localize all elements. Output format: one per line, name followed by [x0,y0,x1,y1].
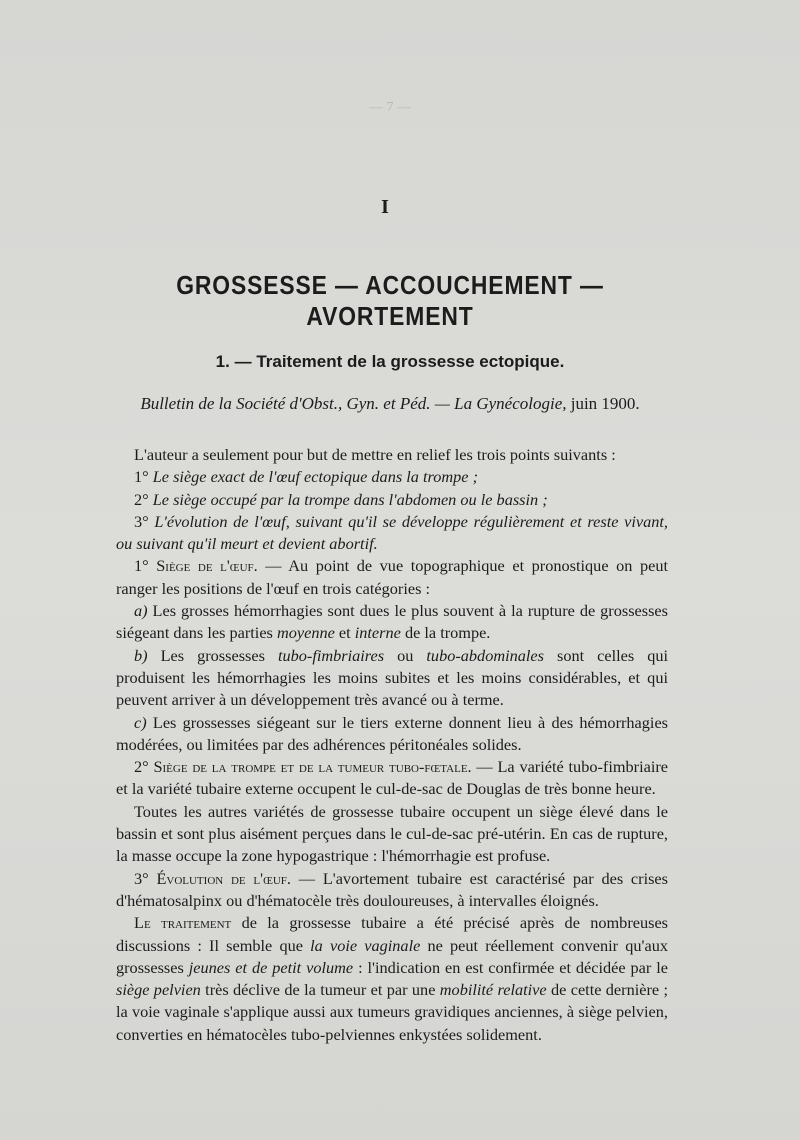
section-text: — La variété tubo-fimbriaire et la variété tubaire externe occupent le cul-de-sac de Douglas de très bonne heure. [116,757,668,799]
section-2 [116,756,668,801]
item-text: de la trompe. [404,623,491,643]
item-label: a) [134,601,148,621]
paragraph-other-varieties: Toutes les autres variétés de grossesse tubaire occupent un siège élevé dans le bassin et sont plus aisément perçues dans le cul-de-sac pré-utérin. En cas de rupture, la masse occupe la zone hypogastrique : l'hémorrhagie est profuse. [116,801,668,866]
item-text: Les grosses hémorrhagies sont dues le plus souvent à la rupture de grossesses siégeant dans les parties [116,601,668,643]
point-text: Le siège occupé par la trompe dans l'abdomen ou le bassin ; [152,489,548,509]
item-emphasis: tubo-abdominales [426,645,544,665]
item-b [116,645,668,712]
treatment-text: ne peut réellement convenir qu'aux grossesses [116,935,668,977]
point-3 [116,511,668,556]
item-text: sont celles qui produisent les hémorrhagies les moins subites et les moins considérables, et qui peuvent arriver à un développement très avancé ou à terme. [116,645,669,710]
point-number: 1° [134,467,149,487]
item-label: c) [134,712,147,732]
intro-paragraph: L'auteur a seulement pour but de mettre en relief les trois points suivants : [134,445,616,464]
item-text: ou [397,645,414,665]
treatment-emphasis: la voie vaginale [310,935,421,955]
article-body [116,444,668,1046]
item-text: et [338,623,351,643]
section-heading: Évolution de l'œuf. [156,868,291,888]
item-emphasis: interne [354,623,401,643]
point-2 [116,489,668,511]
point-1 [116,466,668,488]
article-number: 1. [215,352,230,371]
chapter-title: GROSSESSE — ACCOUCHEMENT — AVORTEMENT [176,270,604,331]
item-text: Les grossesses [160,645,265,665]
treatment-heading: Le traitement [134,913,232,933]
section-1 [116,555,668,600]
treatment-paragraph [116,912,668,1046]
section-heading: Siège de la trompe et de la tumeur tubo-fœtale. [153,757,472,777]
article-title [100,352,680,372]
item-c [116,712,668,757]
treatment-text: de cette dernière ; la voie vaginale s'applique aussi aux tumeurs gravidiques anciennes, à siège pelvien, converties en hématocèles tubo-pelviennes enkystées solidement. [116,980,668,1044]
section-heading: Siège de l'œuf. [156,556,258,576]
section-text: — Au point de vue topographique et pronostique on peut ranger les positions de l'œuf en trois catégories : [116,556,668,598]
item-a [116,600,668,645]
citation-date: juin 1900. [570,394,640,413]
item-label: b) [134,645,148,665]
section-3 [116,868,668,913]
item-emphasis: tubo-fimbriaires [277,645,385,665]
section-text: — L'avortement tubaire est caractérisé par des crises d'hématosalpinx ou d'hématocèle très douloureuses, à intervalles éloignés. [116,868,668,910]
treatment-emphasis: siège pelvien [116,980,201,1000]
citation-text: Bulletin de la Société d'Obst., Gyn. et Péd. — La Gynécologie, [140,394,567,413]
point-number: 2° [134,489,149,509]
section-number: 2° [134,757,149,777]
article-title-text: — Traitement de la grossesse ectopique. [234,352,565,371]
section-number: 1° [134,556,149,576]
page-folio: — 7 — [369,100,411,115]
item-text: Les grossesses siégeant sur le tiers externe donnent lieu à des hémorrhagies modérées, ou limitées par des adhérences péritonéales solides. [116,712,669,754]
source-citation [100,394,680,414]
treatment-emphasis: jeunes et de petit volume [188,957,354,977]
treatment-text: : l'indication en est confirmée et décidée par le [358,957,668,977]
treatment-emphasis: mobilité relative [439,980,547,1000]
treatment-text: très déclive de la tumeur et par une [205,980,436,1000]
point-text: Le siège exact de l'œuf ectopique dans la trompe ; [152,467,478,487]
chapter-number: I [381,196,389,218]
point-text: L'évolution de l'œuf, suivant qu'il se développe régulièrement et reste vivant, ou suivant qu'il meurt et devient abortif. [116,511,668,554]
point-number: 3° [134,511,149,531]
item-emphasis: moyenne [276,623,335,643]
section-number: 3° [134,868,149,888]
treatment-text: de la grossesse tubaire a été précisé après de nombreuses discussions : Il semble que [116,913,669,955]
